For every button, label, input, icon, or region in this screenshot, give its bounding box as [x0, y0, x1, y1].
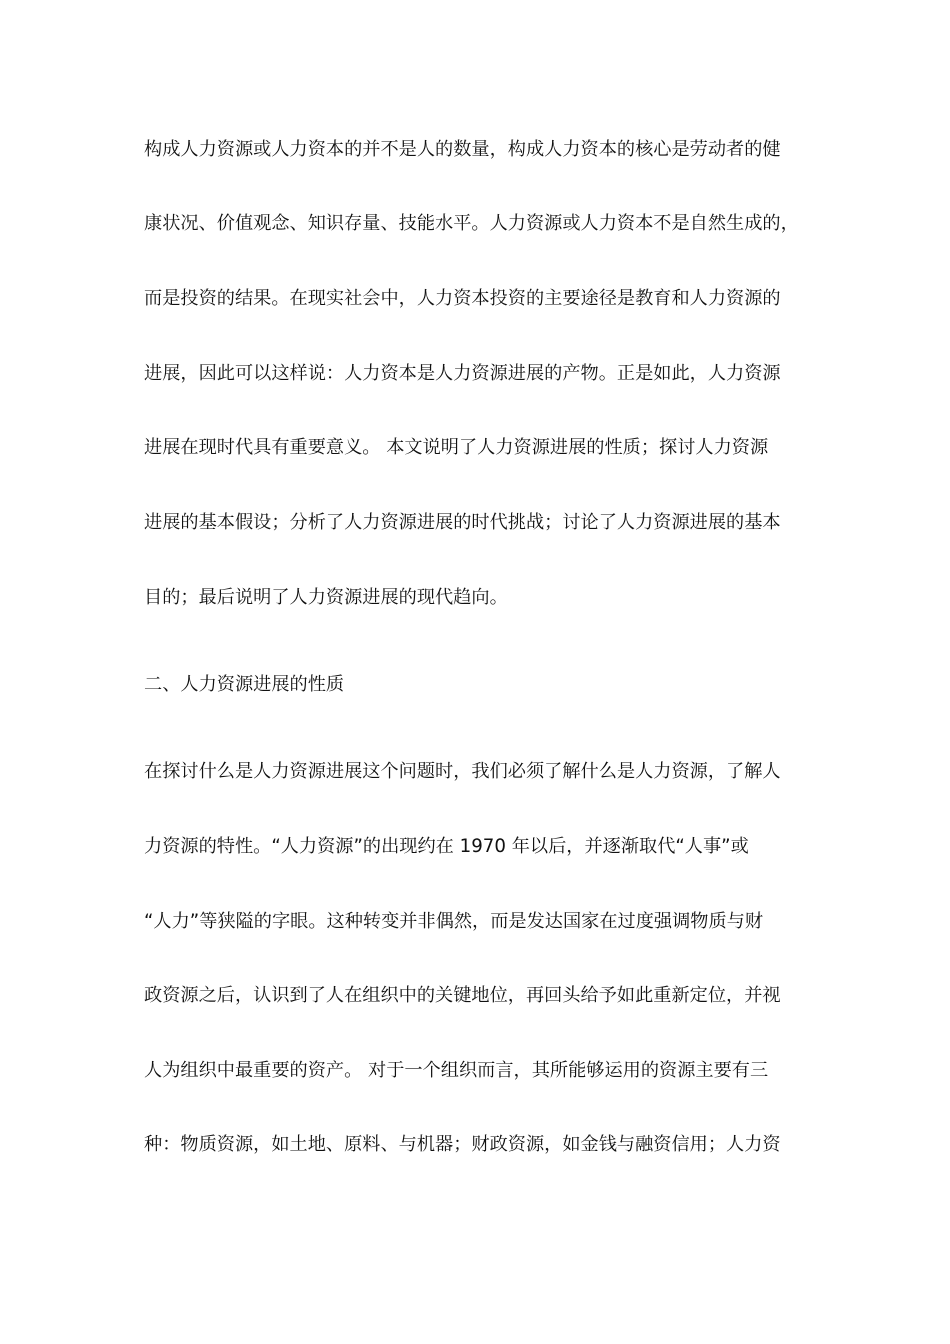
paragraph-line: 构成人力资源或人力资本的并不是人的数量，构成人力资本的核心是劳动者的健: [144, 139, 781, 160]
paragraph-line: 进展，因此可以这样说：人力资本是人力资源进展的产物。正是如此，人力资源: [144, 363, 781, 384]
paragraph-line: 进展的基本假设；分析了人力资源进展的时代挑战；讨论了人力资源进展的基本: [144, 512, 781, 533]
paragraph-line: 种：物质资源，如土地、原料、与机器；财政资源，如金钱与融资信用；人力资: [144, 1134, 781, 1155]
paragraph-line: 力资源的特性。“人力资源”的出现约在 1970 年以后，并逐渐取代“人事”或: [144, 836, 749, 857]
section-heading: 二、人力资源进展的性质: [144, 674, 345, 695]
paragraph-line: 而是投资的结果。在现实社会中，人力资本投资的主要途径是教育和人力资源的: [144, 288, 781, 309]
paragraph-line: 康状况、价值观念、知识存量、技能水平。人力资源或人力资本不是自然生成的，: [144, 213, 799, 234]
paragraph-line: “人力”等狭隘的字眼。这种转变并非偶然，而是发达国家在过度强调物质与财: [144, 911, 764, 932]
paragraph-line: 目的；最后说明了人力资源进展的现代趋向。: [144, 587, 508, 608]
paragraph-line: 人为组织中最重要的资产。 对于一个组织而言，其所能够运用的资源主要有三: [144, 1060, 769, 1081]
paragraph-line: 在探讨什么是人力资源进展这个问题时，我们必须了解什么是人力资源，了解人: [144, 761, 781, 782]
paragraph-line: 政资源之后，认识到了人在组织中的关键地位，再回头给予如此重新定位，并视: [144, 985, 781, 1006]
paragraph-line: 进展在现时代具有重要意义。 本文说明了人力资源进展的性质；探讨人力资源: [144, 437, 769, 458]
